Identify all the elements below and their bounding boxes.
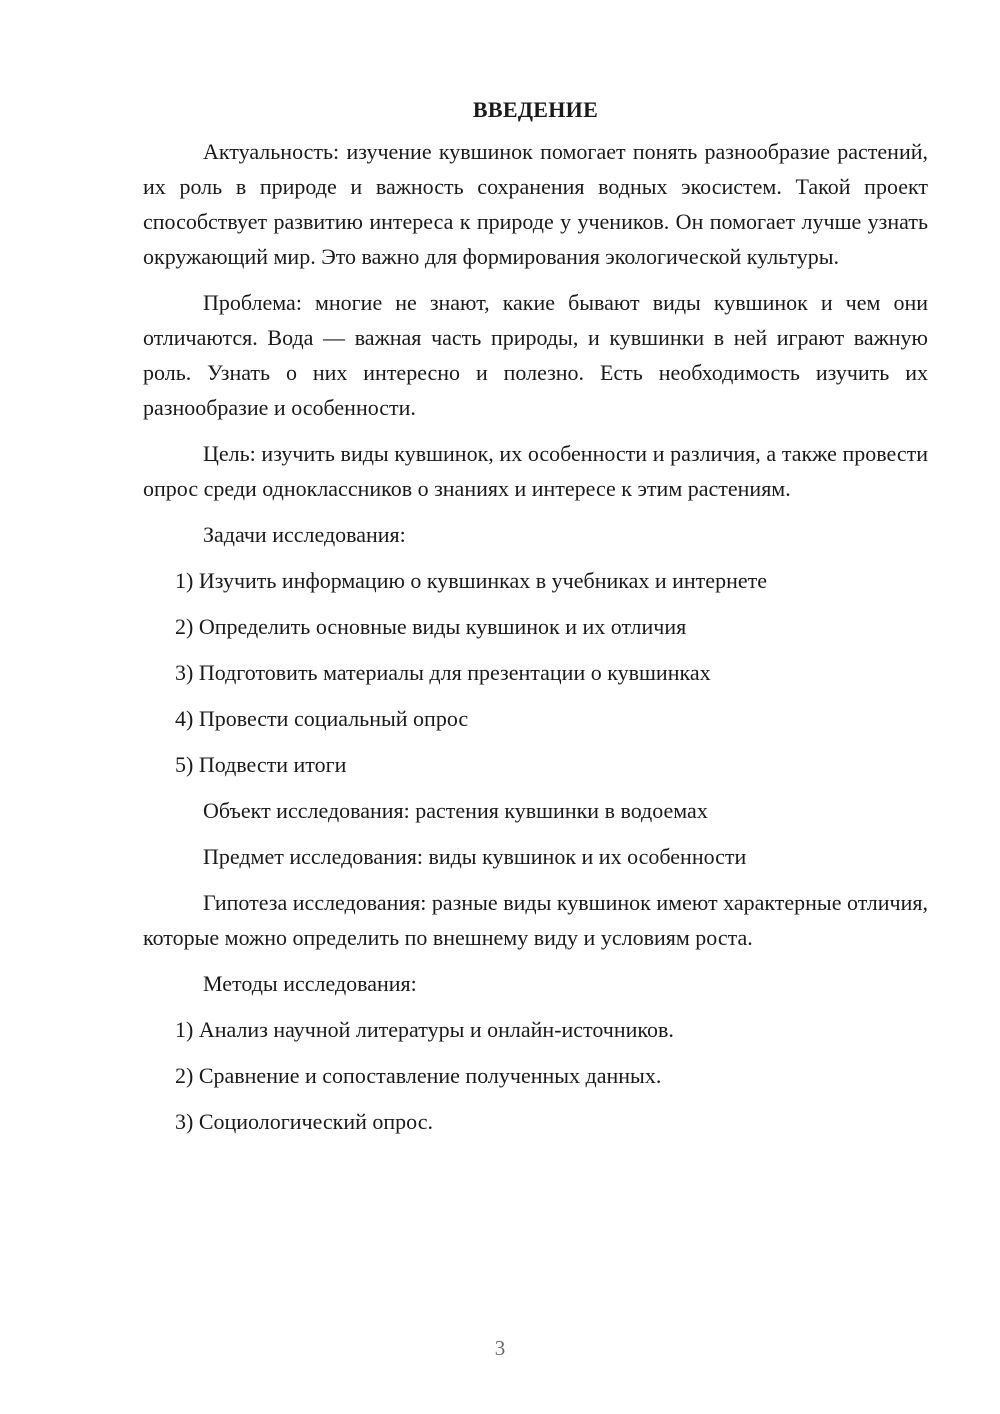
document-page bbox=[143, 92, 928, 1150]
hypothesis-paragraph: Гипотеза исследования: разные виды кувшинок имеют характерные отличия, которые можно определить по внешнему виду и условиям роста. bbox=[143, 890, 928, 950]
task-item: 1) Изучить информацию о кувшинках в учебниках и интернете bbox=[175, 568, 767, 593]
problem-paragraph: Проблема: многие не знают, какие бывают виды кувшинок и чем они отличаются. Вода — важная часть природы, и кувшинки в ней играют важную роль. Узнать о них интересно и полезно. Есть необходимость изучить их разнообразие и особенности. bbox=[143, 290, 928, 420]
section-title: ВВЕДЕНИЕ bbox=[472, 97, 599, 122]
research-object: Объект исследования: растения кувшинки в водоемах bbox=[203, 798, 708, 823]
task-item: 5) Подвести итоги bbox=[175, 752, 347, 777]
method-item: 1) Анализ научной литературы и онлайн-источников. bbox=[175, 1017, 674, 1042]
task-item: 4) Провести социальный опрос bbox=[175, 706, 469, 731]
task-item: 2) Определить основные виды кувшинок и их отличия bbox=[175, 614, 687, 639]
relevance-paragraph: Актуальность: изучение кувшинок помогает понять разнообразие растений, их роль в природе и важность сохранения водных экосистем. Такой проект способствует развитию интереса к природе у учеников. Он помогает лучше узнать окружающий мир. Это важно для формирования экологической культуры. bbox=[143, 139, 928, 269]
task-item: 3) Подготовить материалы для презентации о кувшинках bbox=[175, 660, 711, 685]
method-item: 2) Сравнение и сопоставление полученных данных. bbox=[175, 1063, 662, 1088]
tasks-heading: Задачи исследования: bbox=[203, 522, 406, 547]
method-item: 3) Социологический опрос. bbox=[175, 1109, 433, 1134]
methods-list bbox=[143, 1012, 928, 1139]
methods-heading: Методы исследования: bbox=[203, 971, 417, 996]
tasks-list bbox=[143, 563, 928, 782]
research-subject: Предмет исследования: виды кувшинок и их особенности bbox=[203, 844, 747, 869]
page-number: 3 bbox=[494, 1336, 506, 1360]
goal-paragraph: Цель: изучить виды кувшинок, их особенности и различия, а также провести опрос среди одноклассников о знаниях и интересе к этим растениям. bbox=[143, 441, 928, 501]
